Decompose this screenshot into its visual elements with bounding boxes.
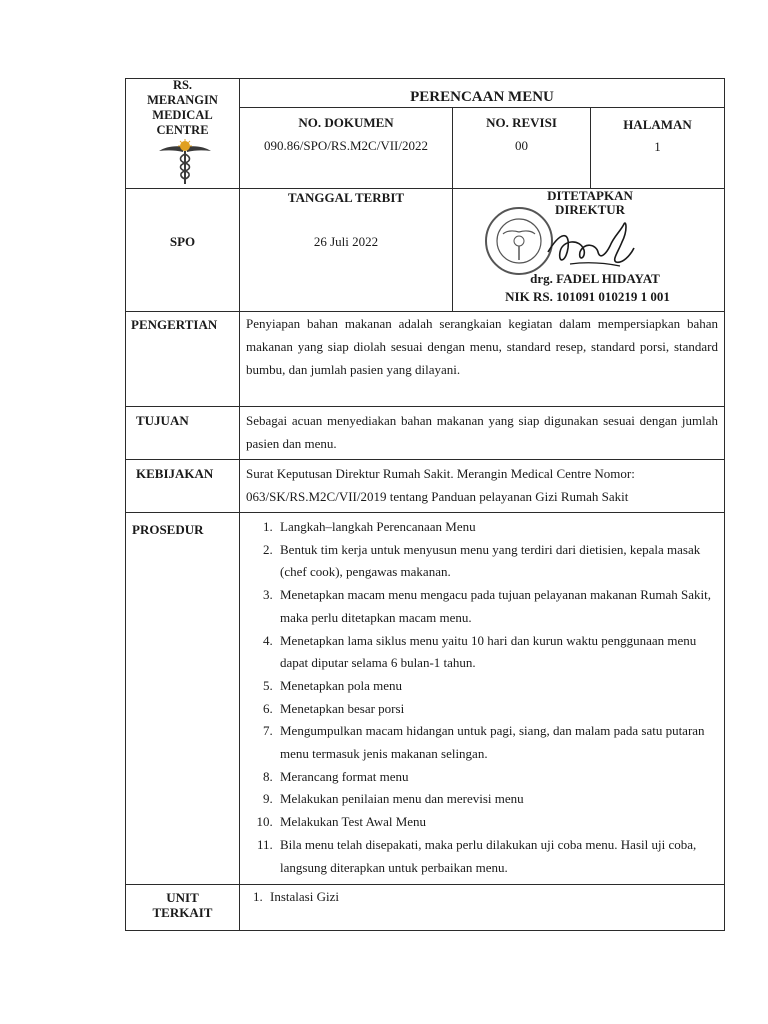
kebijakan-line: Surat Keputusan Direktur Rumah Sakit. Merangin Medical Centre Nomor: — [246, 466, 635, 481]
issue-date-label: TANGGAL TERBIT — [287, 190, 405, 205]
procedure-step: 11. Bila menu telah disepakati, maka perlu dilakukan uji coba menu. Hasil uji coba, langsung diterapkan untuk perbaikan menu. — [276, 834, 718, 879]
section-text-pengertian: Penyiapan bahan makanan adalah serangkaian kegiatan dalam mempersiapkan bahan makanan yang siap diolah sesuai dengan menu, standard resep, standard porsi, standard bumbu, dan jumlah pasien yang dilayani. — [246, 316, 718, 377]
section-label-kebijakan: KEBIJAKAN — [136, 466, 214, 481]
director-nik: NIK RS. 101091 010219 1 001 — [505, 289, 670, 304]
procedure-step: 7. Mengumpulkan macam hidangan untuk pagi, siang, dan malam pada satu putaran menu termasuk jenis makanan selingan. — [276, 720, 718, 765]
approval-label-line: DITETAPKAN — [547, 188, 633, 203]
doc-number-label: NO. DOKUMEN — [298, 115, 394, 130]
procedure-step: 4. Menetapkan lama siklus menu yaitu 10 hari dan kurun waktu penggunaan menu dapat diputar selama 6 bulan-1 tahun. — [276, 630, 718, 675]
revision-label: NO. REVISI — [486, 115, 557, 130]
section-text-tujuan: Sebagai acuan menyediakan bahan makanan yang siap digunakan sesuai dengan jumlah pasien dan menu. — [246, 413, 718, 451]
caduceus-logo-icon — [157, 139, 213, 185]
procedure-step: 2. Bentuk tim kerja untuk menyusun menu yang terdiri dari dietisien, kepala masak (chef cook), pengawas makanan. — [276, 539, 718, 584]
related-unit-item: 1. Instalasi Gizi — [266, 886, 718, 909]
unit-terkait-label-line: UNIT — [166, 890, 199, 905]
section-label-prosedur: PROSEDUR — [132, 522, 204, 537]
hospital-name-line: MERANGIN — [147, 93, 218, 107]
table-divider — [125, 512, 725, 513]
section-text-kebijakan — [246, 462, 722, 508]
revision-value: 00 — [515, 138, 528, 153]
procedure-step: 9. Melakukan penilaian menu dan merevisi menu — [276, 788, 718, 811]
page-title: PERENCAAN MENU — [410, 89, 554, 105]
section-label-tujuan: TUJUAN — [136, 413, 189, 428]
procedure-list — [240, 516, 718, 879]
hospital-name-line: MEDICAL — [152, 108, 213, 122]
table-divider — [125, 459, 725, 460]
page-label: HALAMAN — [623, 117, 692, 132]
kebijakan-line: 063/SK/RS.M2C/VII/2019 tentang Panduan pelayanan Gizi Rumah Sakit — [246, 489, 629, 504]
approval-label-line: DIREKTUR — [554, 202, 626, 217]
document-type-label: SPO — [169, 234, 196, 249]
page-value: 1 — [654, 139, 661, 154]
hospital-name-line: RS. — [172, 78, 193, 92]
section-label-pengertian: PENGERTIAN — [131, 317, 218, 332]
procedure-step: 5. Menetapkan pola menu — [276, 675, 718, 698]
table-border-left — [125, 78, 126, 931]
director-name: drg. FADEL HIDAYAT — [530, 271, 660, 286]
table-divider — [125, 406, 725, 407]
table-border-right — [724, 78, 725, 931]
procedure-step: 1. Langkah–langkah Perencanaan Menu — [276, 516, 718, 539]
procedure-step: 6. Menetapkan besar porsi — [276, 698, 718, 721]
procedure-step: 8. Merancang format menu — [276, 766, 718, 789]
table-border-bottom — [125, 930, 725, 931]
title-divider — [239, 107, 725, 108]
hospital-name — [126, 78, 239, 138]
procedure-step: 3. Menetapkan macam menu mengacu pada tujuan pelayanan makanan Rumah Sakit, maka perlu ditetapkan macam menu. — [276, 584, 718, 629]
doc-number-value: 090.86/SPO/RS.M2C/VII/2022 — [264, 138, 428, 153]
procedure-step: 10. Melakukan Test Awal Menu — [276, 811, 718, 834]
related-unit-list — [240, 886, 718, 909]
hospital-name-line: CENTRE — [156, 123, 209, 137]
issue-date-value: 26 Juli 2022 — [313, 234, 379, 249]
table-divider — [125, 884, 725, 885]
section-label-unit-terkait — [126, 890, 239, 920]
unit-terkait-label-line: TERKAIT — [152, 905, 213, 920]
